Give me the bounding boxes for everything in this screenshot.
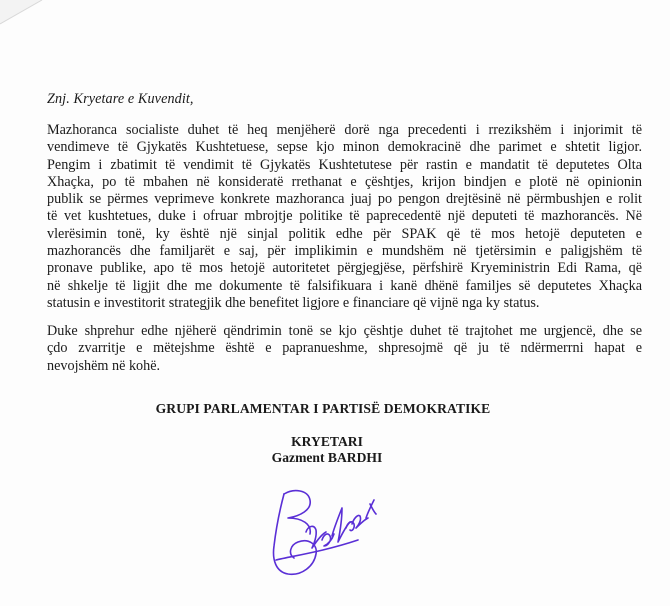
paragraph-line: Xhaçka, po të mbahen në konsideratë rrethanat e çështjes, krijon bindjen e plotë në opinionin (47, 173, 642, 190)
paragraph-line: mazhorancës dhe familjarët e saj, për implikimin e mundshëm në tjetërsimin e paligjshëm të (47, 243, 642, 260)
paragraph-line: Duke shprehur edhe njëherë qëndrimin tonë se kjo çështje duhet të trajtohet me urgjencë, dhe se (47, 323, 642, 339)
paragraph-line: nevojshëm në kohë. (47, 357, 161, 374)
signatory-title: KRYETARI (291, 434, 363, 449)
paragraph-line: çdo zvarritje e mëtejshme është e papranueshme, shpresojmë që ju të ndërmerrni hapat e (47, 340, 642, 357)
page-fold-mark (0, 0, 60, 40)
body-paragraph-1 (47, 122, 642, 312)
paragraph-line: në shkelje të ligjit dhe me dokumente të falsifikuara i kanë dhënë familjes së deputetes Xhaçka (47, 277, 642, 294)
paragraph-line: pronave publike, apo të mos hetojë autoritetet përgjegjëse, përfshirë Kryeministrin Edi Rama, që (47, 260, 642, 277)
group-name: GRUPI PARLAMENTAR I PARTISË DEMOKRATIKE (155, 401, 491, 416)
paragraph-line: Mazhoranca socialiste duhet të heq menjëherë dorë nga precedenti i rrezikshëm i injorimit të (47, 122, 642, 138)
paragraph-line: Pengim i zbatimit të vendimit të Gjykatës Kushtetutese për rastin e mandatit të deputetes Olta (47, 156, 642, 173)
handwritten-signature (262, 474, 382, 586)
paragraph-line: të vet kushtetues, duke i ofruar mbrojtje politike të paprecedentë një deputeti të mazhorancës. Në (47, 208, 642, 225)
paragraph-line: statusin e investitorit strategjik dhe benefitet ligjore e financiare që vijnë nga ky status. (47, 294, 540, 311)
salutation: Znj. Kryetare e Kuvendit, (47, 91, 194, 107)
paragraph-line: vendimeve të Gjykatës Kushtetuese, sepse kjo minon demokracinë dhe parimet e shtetit ligjor. (47, 139, 642, 156)
paragraph-line: vlerësimin tonë, ky është një sinjal politik edhe për SPAK që të mos hetojë deputeten e (47, 225, 642, 242)
paragraph-line: publik se përmes veprimeve konkrete mazhoranca juaj po pengon drejtësinë në përmbushjen e rolit (47, 191, 642, 208)
signatory-name: Gazment BARDHI (271, 450, 383, 465)
body-paragraph-2 (47, 323, 642, 375)
